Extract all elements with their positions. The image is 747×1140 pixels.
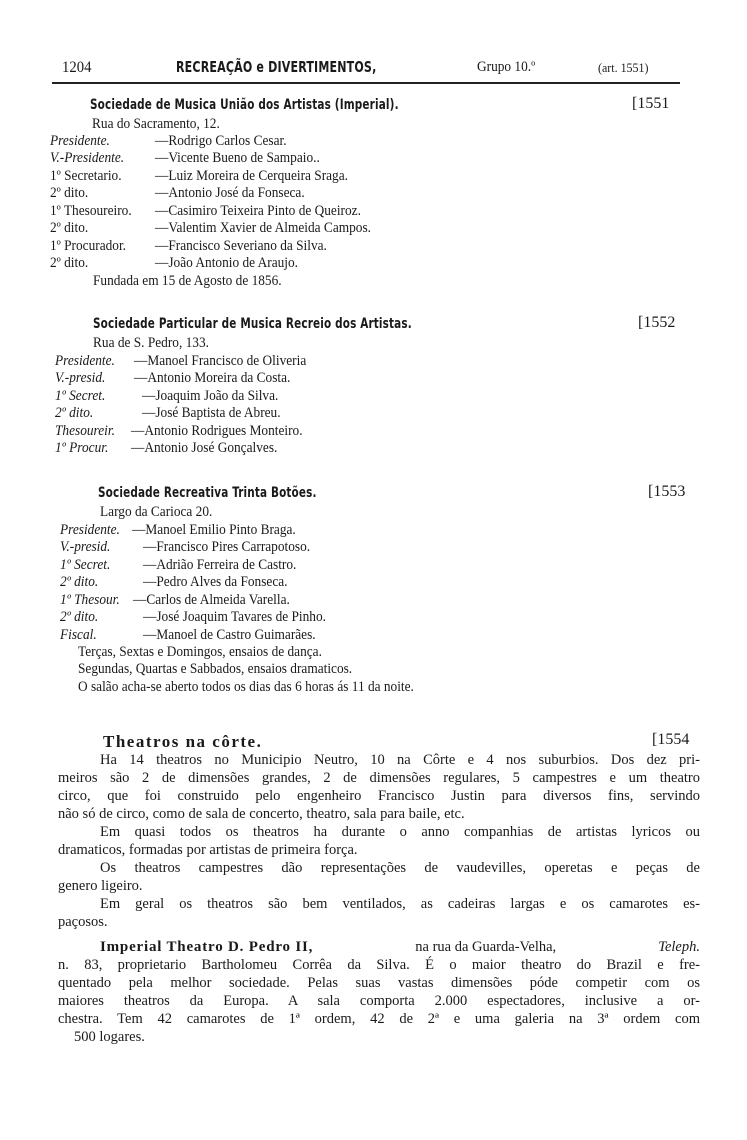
officer-role: 1º Procur.: [55, 440, 109, 456]
header-rule: [52, 82, 680, 84]
paragraph-line: não só de circo, como de sala de concerto, theatro, sala para baile, etc.: [58, 806, 465, 822]
officer-role: Thesoureir.: [55, 423, 115, 439]
imperial-name: Imperial Theatro D. Pedro II,: [100, 939, 314, 955]
paragraph-line: Em quasi todos os theatros ha durante o anno companhias de artistas lyricos ou: [100, 824, 700, 840]
officer-role: 1º Thesour.: [60, 592, 120, 608]
officer-name: —Manoel Francisco de Oliveria: [134, 353, 307, 369]
officer-name: —Carlos de Almeida Varella.: [133, 592, 290, 608]
officer-name: —Pedro Alves da Fonseca.: [143, 574, 288, 590]
paragraph-line: chestra. Tem 42 camarotes de 1ª ordem, 42 de 2ª e uma galeria na 3ª ordem com: [58, 1011, 700, 1027]
entry-address: Rua de S. Pedro, 133.: [93, 335, 209, 351]
officer-role: 2º dito.: [50, 185, 89, 201]
officer-role: 2º dito.: [60, 609, 99, 625]
paragraph-line: 500 logares.: [74, 1029, 145, 1045]
officer-name: —Antonio José Gonçalves.: [131, 440, 278, 456]
entry-number: [1552: [638, 314, 676, 331]
officer-name: —Rodrigo Carlos Cesar.: [155, 133, 287, 149]
header-title: RECREAÇÃO e DIVERTIMENTOS,: [176, 58, 377, 76]
imperial-teleph: Teleph.: [658, 939, 700, 955]
officer-name: —Adrião Ferreira de Castro.: [143, 557, 297, 573]
paragraph-line: paçosos.: [58, 914, 108, 930]
entry-number: [1551: [632, 95, 670, 112]
entry-note: O salão acha-se aberto todos os dias das 6 horas ás 11 da noite.: [78, 679, 414, 695]
entry-note: Fundada em 15 de Agosto de 1856.: [93, 273, 282, 289]
paragraph-line: maiores theatros da Europa. A sala comporta 2.000 espectadores, inclusive a or-: [58, 993, 700, 1009]
officer-role: Presidente.: [55, 353, 115, 369]
officer-role: 1º Procurador.: [50, 238, 127, 254]
entry-note: Terças, Sextas e Domingos, ensaios de dança.: [78, 644, 322, 660]
paragraph-line: Em geral os theatros são bem ventilados, as cadeiras largas e os camarotes es-: [100, 896, 700, 912]
officer-name: —José Baptista de Abreu.: [142, 405, 281, 421]
imperial-first-line: [100, 939, 700, 956]
entry-note: Segundas, Quartas e Sabbados, ensaios dramaticos.: [78, 661, 353, 677]
officer-role: 1º Secret.: [60, 557, 111, 573]
paragraph-line: dramaticos, formadas por artistas de primeira força.: [58, 842, 358, 858]
officer-role: Fiscal.: [60, 627, 97, 643]
officer-role: Presidente.: [50, 133, 110, 149]
officer-role: 2º dito.: [60, 574, 99, 590]
officer-name: —Casimiro Teixeira Pinto de Queiroz.: [155, 203, 361, 219]
paragraph-line: genero ligeiro.: [58, 878, 143, 894]
entry-address: Rua do Sacramento, 12.: [92, 116, 220, 132]
officer-role: 2º dito.: [50, 255, 89, 271]
officer-role: 1º Secret.: [55, 388, 106, 404]
paragraph-line: meiros são 2 de dimensões grandes, 2 de dimensões regulares, 5 campestres e um theatro: [58, 770, 700, 786]
page-number: 1204: [62, 59, 92, 76]
officer-role: 1º Thesoureiro.: [50, 203, 132, 219]
officer-role: Presidente.: [60, 522, 120, 538]
paragraph-line: quentado pela melhor sociedade. Pelas suas vastas dimensões póde competir com os: [58, 975, 700, 991]
entry-title: Sociedade Recreativa Trinta Botões.: [98, 485, 317, 501]
officer-role: 1º Secretario.: [50, 168, 122, 184]
officer-role: 2º dito.: [55, 405, 94, 421]
paragraph-line: Os theatros campestres dão representações de vaudevilles, operetas e peças de: [100, 860, 700, 876]
officer-name: —Manoel Emilio Pinto Braga.: [132, 522, 296, 538]
officer-name: —Antonio Rodrigues Monteiro.: [131, 423, 303, 439]
officer-role: V.-presid.: [60, 539, 111, 555]
section-title: Theatros na côrte.: [103, 732, 263, 751]
officer-role: V.-presid.: [55, 370, 106, 386]
entry-title: Sociedade de Musica União dos Artistas (Imperial).: [90, 97, 399, 113]
officer-name: —Francisco Pires Carrapotoso.: [143, 539, 311, 555]
header-group: Grupo 10.º: [477, 59, 536, 75]
imperial-address: na rua da Guarda-Velha,: [415, 939, 557, 955]
officer-name: —Antonio José da Fonseca.: [155, 185, 305, 201]
header-article: (art. 1551): [598, 60, 649, 75]
entry-number: [1554: [652, 731, 690, 748]
officer-name: —Francisco Severiano da Silva.: [155, 238, 327, 254]
officer-name: —João Antonio de Araujo.: [155, 255, 299, 271]
paragraph-line: n. 83, proprietario Bartholomeu Corrêa da Silva. É o maior theatro do Brazil e fre-: [58, 957, 700, 973]
entry-title: Sociedade Particular de Musica Recreio dos Artistas.: [93, 316, 412, 332]
officer-role: 2º dito.: [50, 220, 89, 236]
officer-name: —Antonio Moreira da Costa.: [134, 370, 291, 386]
officer-name: —Vicente Bueno de Sampaio..: [155, 150, 320, 166]
officer-name: —José Joaquim Tavares de Pinho.: [143, 609, 326, 625]
officer-name: —Manoel de Castro Guimarães.: [143, 627, 316, 643]
officer-name: —Valentim Xavier de Almeida Campos.: [155, 220, 371, 236]
officer-name: —Luiz Moreira de Cerqueira Sraga.: [155, 168, 348, 184]
paragraph-line: circo, que foi construido pelo engenheiro Francisco Justin para diversos fins, servindo: [58, 788, 700, 804]
officer-role: V.-Presidente.: [50, 150, 125, 166]
paragraph-line: Ha 14 theatros no Municipio Neutro, 10 na Côrte e 4 nos suburbios. Dos dez pri-: [100, 752, 700, 768]
entry-address: Largo da Carioca 20.: [100, 504, 213, 520]
officer-name: —Joaquim João da Silva.: [142, 388, 279, 404]
entry-number: [1553: [648, 483, 686, 500]
